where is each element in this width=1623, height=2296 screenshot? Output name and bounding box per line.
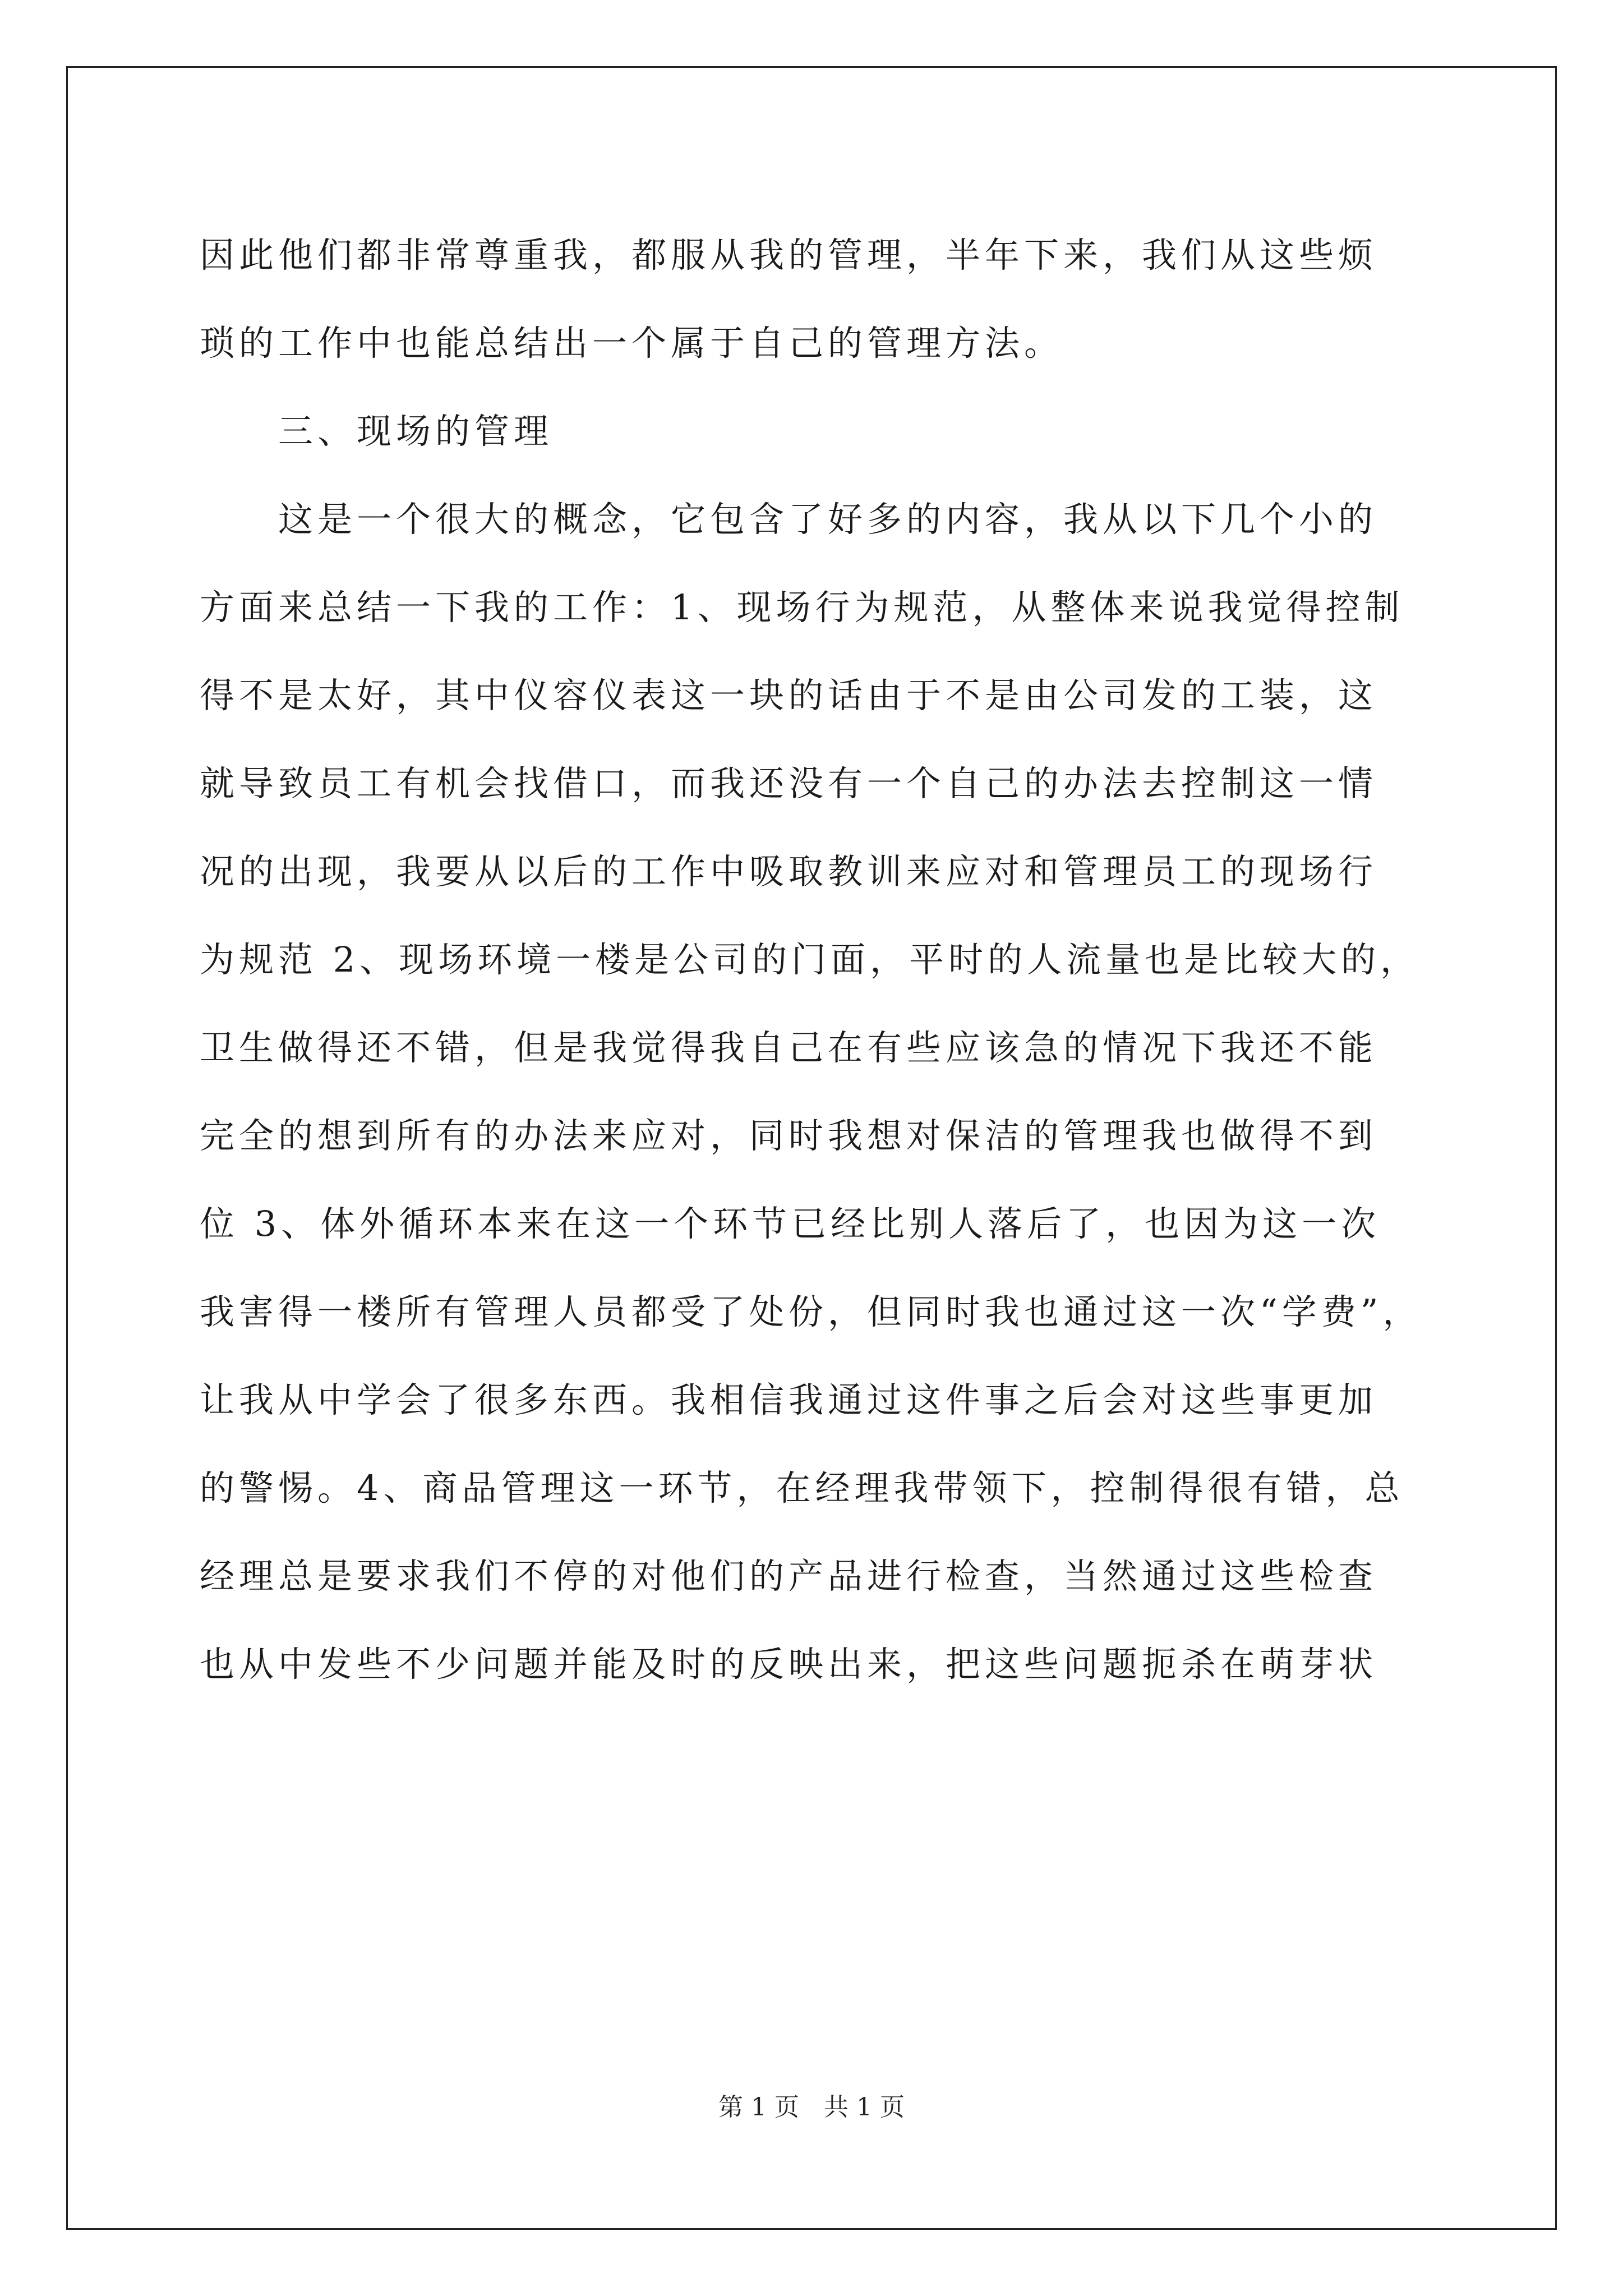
paragraph-line: 得不是太好，其中仪容仪表这一块的话由于不是由公司发的工装，这 [200, 675, 1378, 716]
paragraph-line: 的警惕。4、商品管理这一环节，在经理我带领下，控制得很有错，总 [200, 1467, 1404, 1508]
paragraph-line: 完全的想到所有的办法来应对，同时我想对保洁的管理我也做得不到 [200, 1115, 1378, 1156]
paragraph-line: 经理总是要求我们不停的对他们的产品进行检查，当然通过这些检查 [200, 1556, 1378, 1596]
document-body [200, 211, 1439, 1708]
paragraph-line: 因此他们都非常尊重我，都服从我的管理，半年下来，我们从这些烦 [200, 234, 1378, 275]
page-number-footer: 第 1 页 共 1 页 [718, 2093, 905, 2122]
paragraph-line: 琐的工作中也能总结出一个属于自己的管理方法。 [200, 323, 1064, 364]
paragraph-line: 就导致员工有机会找借口，而我还没有一个自己的办法去控制这一情 [200, 763, 1378, 804]
paragraph-line: 让我从中学会了很多东西。我相信我通过这件事之后会对这些事更加 [200, 1379, 1378, 1420]
paragraph-line: 我害得一楼所有管理人员都受了处份，但同时我也通过这一次“学费”， [200, 1291, 1422, 1332]
paragraph-line: 这是一个很大的概念，它包含了好多的内容，我从以下几个小的 [278, 499, 1378, 540]
paragraph-line: 位 3、体外循环本来在这一个环节已经比别人落后了，也因为这一次 [200, 1203, 1381, 1244]
paragraph-line: 况的出现，我要从以后的工作中吸取教训来应对和管理员工的现场行 [200, 851, 1378, 892]
paragraph-line: 方面来总结一下我的工作：1、现场行为规范，从整体来说我觉得控制 [200, 587, 1404, 628]
paragraph-line: 为规范 2、现场环境一楼是公司的门面，平时的人流量也是比较大的， [200, 939, 1420, 980]
paragraph-line: 卫生做得还不错，但是我觉得我自己在有些应该急的情况下我还不能 [200, 1027, 1378, 1068]
section-heading: 三、现场的管理 [278, 411, 554, 452]
paragraph-line: 也从中发些不少问题并能及时的反映出来，把这些问题扼杀在萌芽状 [200, 1644, 1378, 1685]
